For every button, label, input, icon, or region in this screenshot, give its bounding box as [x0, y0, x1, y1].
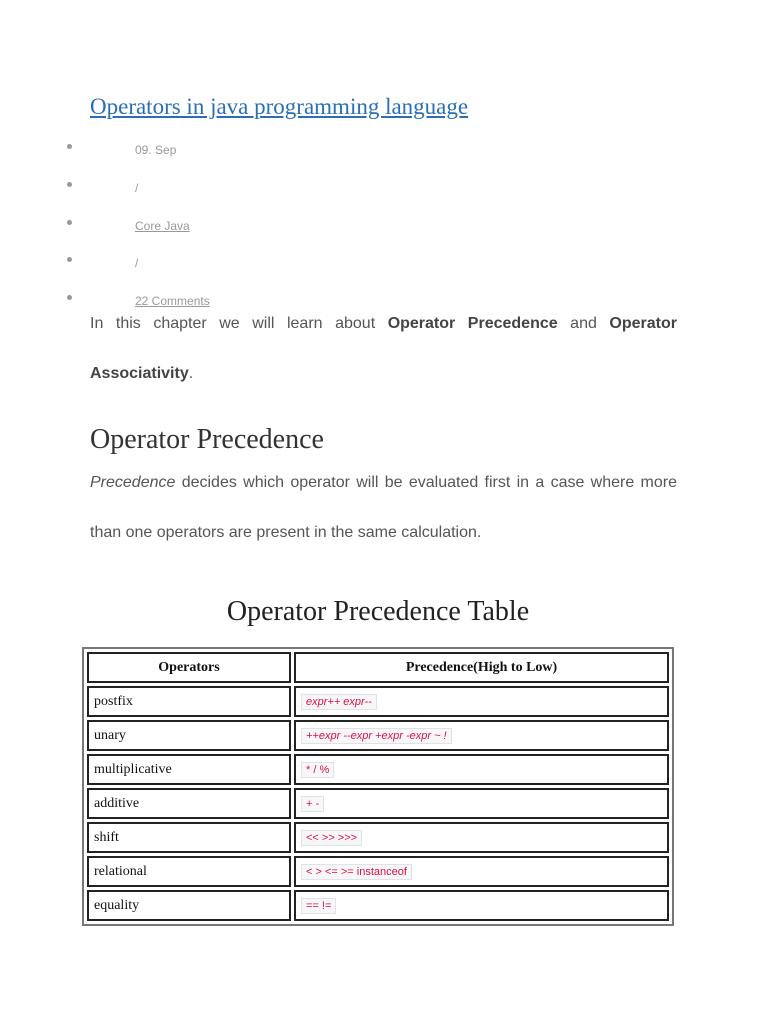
precedence-italic: Precedence: [90, 474, 176, 491]
code-snippet: * / %: [301, 762, 334, 778]
column-header: Operators: [87, 652, 291, 683]
post-date: 09. Sep: [135, 143, 177, 157]
operator-cell: shift: [87, 822, 291, 853]
precedence-cell: [294, 856, 669, 887]
table-row: [87, 686, 669, 717]
table-row: [87, 754, 669, 785]
operator-cell: postfix: [87, 686, 291, 717]
bullet-icon: [67, 257, 72, 262]
bullet-icon: [67, 295, 72, 300]
code-snippet: + -: [301, 796, 324, 812]
intro-text: .: [188, 365, 194, 382]
intro-bold-associativity: Operator Associativity: [90, 315, 677, 382]
intro-bold-precedence: Operator Precedence: [387, 315, 558, 332]
meta-separator: /: [135, 180, 139, 195]
operator-cell: relational: [87, 856, 291, 887]
intro-text: and: [557, 315, 610, 332]
bullet-icon: [67, 182, 72, 187]
table-row: [87, 890, 669, 921]
code-snippet: [301, 728, 452, 744]
operator-cell: unary: [87, 720, 291, 751]
table-row: [87, 856, 669, 887]
meta-separator: /: [135, 256, 139, 271]
operator-cell: equality: [87, 890, 291, 921]
category-link[interactable]: Core Java: [135, 218, 190, 233]
post-title-link[interactable]: Operators in java programming language: [90, 94, 469, 119]
intro-paragraph: [90, 299, 677, 399]
precedence-cell: [294, 754, 669, 785]
precedence-cell: [294, 822, 669, 853]
precedence-table: [82, 647, 674, 926]
comments-link[interactable]: 22 Comments: [135, 294, 210, 309]
bullet-icon: [67, 220, 72, 225]
code-text: ++expr --expr +expr -expr ~ !: [306, 729, 447, 742]
table-header-row: [87, 652, 669, 683]
precedence-text: decides which operator will be evaluated first in a case where more than one operators are present in the same calculation.: [90, 474, 677, 541]
code-snippet: == !=: [301, 898, 336, 914]
operator-cell: multiplicative: [87, 754, 291, 785]
precedence-paragraph: [90, 458, 677, 558]
table-row: [87, 720, 669, 751]
table-row: [87, 822, 669, 853]
precedence-cell: [294, 686, 669, 717]
code-snippet: << >> >>>: [301, 830, 362, 846]
intro-text: In this chapter we will learn about: [90, 315, 388, 332]
precedence-cell: [294, 890, 669, 921]
table-row: [87, 788, 669, 819]
code-snippet: [301, 694, 377, 710]
operator-cell: additive: [87, 788, 291, 819]
column-header: Precedence(High to Low): [294, 652, 669, 683]
code-snippet: < > <= >= instanceof: [301, 864, 412, 880]
precedence-cell: [294, 720, 669, 751]
code-text: expr++ expr--: [306, 695, 372, 708]
section-heading: Operator Precedence: [90, 424, 324, 455]
bullet-icon: [67, 144, 72, 149]
precedence-cell: [294, 788, 669, 819]
table-heading: Operator Precedence Table: [226, 596, 530, 627]
